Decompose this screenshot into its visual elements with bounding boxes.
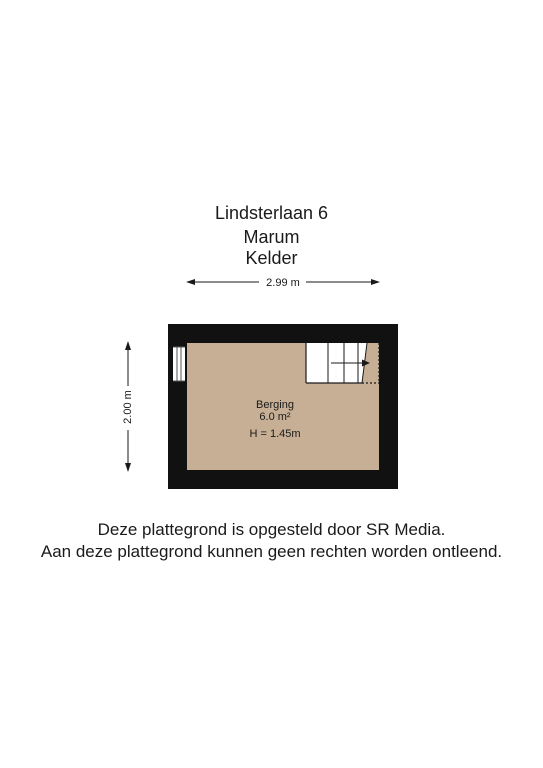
depth-dimension-label: 2.00 m xyxy=(122,390,134,424)
disclaimer-line-1: Deze plattegrond is opgesteld door SR Media. xyxy=(97,520,446,539)
depth-arrow-top-icon xyxy=(125,341,131,350)
room-name: Berging xyxy=(256,399,294,411)
depth-dimension xyxy=(122,341,134,472)
depth-arrow-bottom-icon xyxy=(125,463,131,472)
floorplan-address: Lindsterlaan 6 xyxy=(214,203,329,223)
room-height: H = 1.45m xyxy=(249,428,301,440)
width-dimension xyxy=(186,277,380,289)
floorplan-city: Marum xyxy=(243,227,300,247)
width-dimension-label: 2.99 m xyxy=(266,277,300,289)
window-opening xyxy=(173,347,185,381)
window xyxy=(173,347,185,381)
disclaimer-line-2: Aan deze plattegrond kunnen geen rechten worden ontleend. xyxy=(40,542,503,561)
width-arrow-left-icon xyxy=(186,279,195,285)
staircase xyxy=(306,343,379,383)
room-area: 6.0 m² xyxy=(259,411,291,423)
width-arrow-right-icon xyxy=(371,279,380,285)
floorplan-floor-name: Kelder xyxy=(245,248,298,268)
